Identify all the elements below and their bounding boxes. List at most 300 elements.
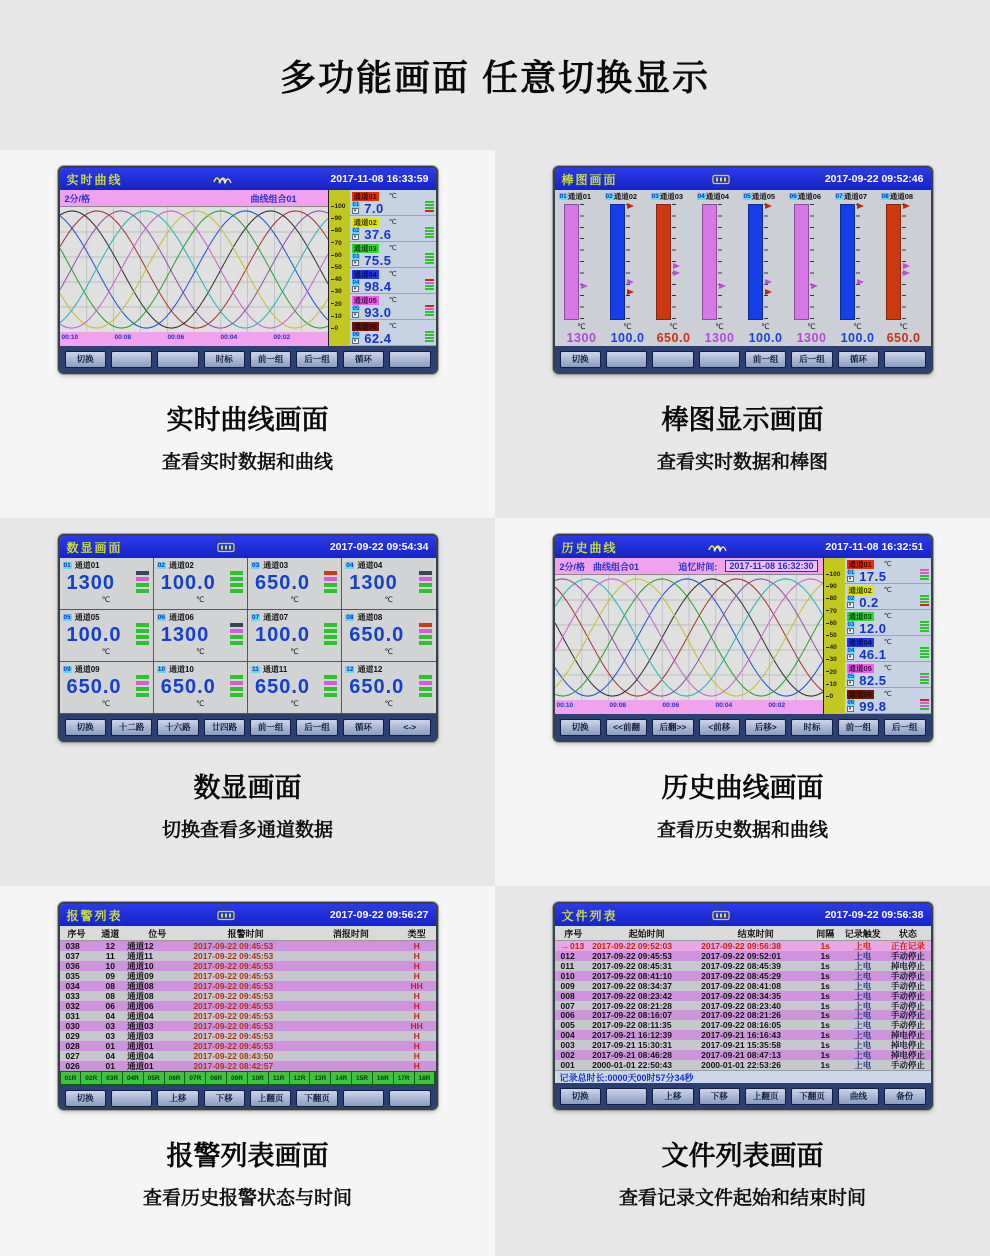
unit-label: ℃: [290, 647, 299, 656]
file-cell-end: 2017-09-22 08:21:26: [701, 1010, 781, 1021]
indicator-light: [136, 635, 149, 639]
alarm-cell: 06: [105, 1001, 115, 1011]
file-cell-trigger: 上电: [854, 941, 872, 951]
caption-title: 棒图显示画面: [661, 405, 824, 435]
indicator-light: [324, 577, 337, 581]
column-header: 序号: [564, 928, 583, 939]
caption-subtitle: 查看实时数据和棒图: [656, 452, 828, 473]
indicator-light: [920, 572, 929, 574]
softkey-button[interactable]: 切换: [65, 1090, 106, 1107]
softkey-button[interactable]: 时标: [791, 719, 832, 736]
bar-column: [697, 190, 743, 346]
relay-tag: 17R: [394, 1072, 414, 1084]
alarm-cell: 2017-09-22 09:45:53: [193, 1011, 274, 1021]
softkey-button[interactable]: 十六路: [157, 719, 198, 736]
alarm-cell: 031: [65, 1011, 80, 1021]
indicator-light: [425, 308, 434, 310]
softkey-button[interactable]: 后一组: [296, 719, 337, 736]
softkey-button[interactable]: 后一组: [884, 719, 925, 736]
bar-fill: [840, 204, 855, 320]
file-cell-status: 手动停止: [890, 1010, 925, 1021]
relay-tag: 13R: [310, 1072, 330, 1084]
channel-sidebar: [845, 558, 931, 714]
channel-name: 通道09: [74, 665, 100, 674]
softkey-button[interactable]: 上移: [157, 1090, 198, 1107]
indicator-light: [920, 604, 929, 606]
indicator-light: [230, 693, 243, 697]
channel-value: 650.0: [255, 572, 311, 594]
softkey-button[interactable]: 后移>: [745, 719, 786, 736]
channel-cell: [60, 610, 153, 661]
indicator-light: [136, 687, 149, 691]
indicator-light: [230, 681, 243, 685]
channel-number: 05: [847, 674, 855, 680]
file-cell-status: 手动停止: [890, 1060, 925, 1070]
indicator-light: [920, 682, 929, 684]
softkey-button[interactable]: 循环: [343, 351, 384, 368]
channel-value: 82.5: [859, 672, 887, 688]
softkey-button[interactable]: 下移: [699, 1088, 740, 1105]
indicator-light: [425, 236, 434, 238]
indicator-light: [230, 577, 243, 581]
alarm-indicator-lights: [920, 595, 929, 606]
file-cell-end: 2017-09-21 16:16:43: [701, 1030, 781, 1041]
file-cell-trigger: 上电: [854, 950, 872, 961]
channel-value: 1300: [566, 331, 597, 345]
softkey-button[interactable]: <->: [389, 719, 430, 736]
y-tick-label: 10: [826, 681, 837, 688]
alarm-indicator-lights: [425, 253, 434, 264]
channel-readout: [350, 294, 436, 320]
setpoint-marker: [857, 203, 864, 209]
file-cell-end: 2000-01-01 22:53:26: [701, 1060, 781, 1070]
relay-status-strip: [60, 1071, 436, 1085]
alarm-row: [60, 981, 436, 991]
y-tick-label: 80: [826, 595, 837, 602]
file-cell-interval: 1s: [820, 1030, 830, 1041]
indicator-light: [324, 681, 337, 685]
bar-fill: [886, 204, 901, 320]
file-cell-interval: 1s: [820, 1050, 830, 1061]
channel-name: 通道05: [751, 191, 776, 201]
setpoint-marker: [673, 270, 680, 276]
unit-label: ℃: [388, 219, 397, 226]
history-section: [495, 518, 990, 886]
indicator-light: [419, 635, 432, 639]
alarm-cell: 12: [105, 941, 115, 951]
channel-number: 12: [346, 666, 354, 673]
channel-checkbox[interactable]: ▾: [352, 260, 359, 266]
indicator-light: [419, 687, 432, 691]
channel-value: 12.0: [859, 620, 887, 636]
y-tick-label: 60: [331, 252, 342, 259]
unit-label: ℃: [883, 561, 892, 568]
file-cell-trigger: 上电: [854, 1020, 872, 1031]
channel-name: 通道05: [74, 613, 100, 622]
indicator-light: [230, 687, 243, 691]
file-cell-interval: 1s: [820, 950, 830, 961]
relay-tag: 16R: [373, 1072, 393, 1084]
channel-cell: [342, 662, 435, 713]
softkey-button[interactable]: 后一组: [296, 351, 337, 368]
indicator-light: [920, 679, 929, 681]
softkey-bar: [555, 714, 931, 740]
alarm-cell: 08: [105, 981, 115, 991]
softkey-button[interactable]: 循环: [343, 719, 384, 736]
indicator-light: [419, 681, 432, 685]
channel-name-chip: 通道01: [848, 559, 872, 569]
channel-value: 7.0: [364, 200, 384, 216]
indicator-light: [136, 629, 149, 633]
clock: 2017-09-22 09:56:27: [329, 909, 429, 921]
softkey-button[interactable]: <<前翻: [606, 719, 647, 736]
softkey-blank: [111, 1090, 152, 1107]
channel-number: 04: [847, 648, 855, 654]
relay-tag: 05R: [144, 1072, 164, 1084]
bar-graph-screen: [553, 166, 933, 374]
unit-label: ℃: [196, 647, 205, 656]
channel-number: 02: [352, 228, 360, 234]
x-tick-label: 00:06: [662, 702, 680, 709]
softkey-button[interactable]: 廿四路: [204, 719, 245, 736]
column-header: 报警时间: [227, 928, 264, 939]
unit-label: ℃: [290, 699, 299, 708]
alarm-cell: H: [413, 951, 420, 961]
unit-label: ℃: [388, 245, 397, 252]
caption-file: [619, 1134, 866, 1210]
x-tick-label: 00:08: [609, 702, 627, 709]
bar-area: [555, 190, 931, 346]
y-tick-label: 20: [331, 301, 342, 308]
softkey-button[interactable]: 备份: [884, 1088, 925, 1105]
alarm-row: [60, 991, 436, 1001]
indicator-light: [425, 331, 434, 333]
channel-value: 98.4: [364, 278, 392, 294]
y-tick-label: 0: [331, 325, 339, 332]
alarm-cell: 2017-09-22 09:45:53: [193, 1031, 274, 1041]
curve-main: [555, 558, 931, 714]
recall-label: 追忆时间:: [678, 561, 718, 572]
channel-name-chip: 通道03: [353, 243, 377, 253]
alarm-cell: H: [413, 961, 420, 971]
channel-number: 08: [346, 614, 354, 621]
softkey-button[interactable]: 上移: [652, 1088, 693, 1105]
digital-display-screen: [58, 534, 438, 742]
bar-scale-ticks: [580, 204, 584, 320]
alarm-cell: H: [413, 941, 420, 951]
file-cell-trigger: 上电: [854, 1040, 872, 1051]
bar-fill: [610, 204, 625, 320]
alarm-cell: 通道06: [127, 1001, 154, 1011]
x-tick-label: 00:08: [114, 334, 132, 341]
file-cell-seq: 006: [560, 1010, 575, 1021]
channel-name: 通道10: [168, 665, 194, 674]
file-cell-seq: 010: [560, 970, 575, 981]
curve-toolbar: [555, 558, 823, 574]
alarm-cell: 03: [105, 1031, 115, 1041]
y-tick-label: 100: [331, 203, 346, 210]
alarm-cell: 03: [105, 1021, 115, 1031]
channel-value: 1300: [796, 331, 827, 345]
y-tick-label: 50: [826, 632, 837, 639]
indicator-light: [324, 571, 337, 575]
file-cell-trigger: 上电: [854, 1010, 872, 1021]
indicator-light: [920, 575, 929, 577]
channel-name: 通道11: [262, 665, 288, 674]
indicator-light: [920, 630, 929, 632]
alarm-section: [0, 886, 495, 1256]
alarm-cell: 通道03: [127, 1031, 154, 1041]
channel-name: 通道04: [705, 191, 730, 201]
caption-bar: [657, 398, 828, 474]
file-cell-trigger: 上电: [854, 1050, 872, 1061]
alarm-cell: 2017-09-22 09:45:53: [193, 1041, 274, 1051]
channel-readout: [845, 584, 931, 610]
caption-title: 文件列表画面: [661, 1141, 824, 1171]
indicator-light: [920, 647, 929, 649]
file-cell-interval: 1s: [820, 1060, 830, 1070]
relay-tag: 02R: [81, 1072, 101, 1084]
indicator-light: [324, 635, 337, 639]
indicator-light: [230, 675, 243, 679]
indicator-light: [920, 702, 929, 704]
channel-checkbox[interactable]: ▾: [352, 286, 359, 292]
channel-name-chip: 通道06: [353, 321, 377, 331]
channel-name: 通道07: [263, 613, 289, 622]
indicator-light: [324, 623, 337, 627]
alarm-cell: 2017-09-22 08:42:57: [193, 1061, 274, 1071]
channel-readout: [845, 610, 931, 636]
softkey-blank: [343, 1090, 384, 1107]
digital-section: [0, 518, 495, 886]
y-tick-label: 60: [826, 620, 837, 627]
file-row: [555, 961, 931, 971]
channel-value: 100.0: [160, 572, 216, 594]
y-tick-label: 90: [331, 215, 342, 222]
x-tick-label: 00:04: [715, 702, 733, 709]
indicator-light: [920, 621, 929, 623]
alarm-cell: H: [413, 1031, 420, 1041]
bar-column: [881, 190, 927, 346]
softkey-blank: [389, 351, 430, 368]
channel-cell: [154, 662, 247, 713]
channel-checkbox[interactable]: ▾: [847, 680, 854, 686]
alarm-row: [60, 1011, 436, 1021]
channel-checkbox[interactable]: ▾: [847, 654, 854, 660]
file-cell-trigger: 上电: [854, 970, 872, 981]
alarm-cell: H: [413, 991, 420, 1001]
softkey-button[interactable]: 十二路: [111, 719, 152, 736]
unit-label: ℃: [388, 193, 397, 200]
channel-number: 05: [743, 192, 751, 200]
file-cell-start: 2017-09-22 08:41:10: [592, 970, 672, 981]
alarm-indicator-lights: [419, 675, 432, 697]
channel-name: 通道06: [797, 191, 822, 201]
file-cell-seq: 002: [560, 1050, 575, 1061]
record-duration: 记录总时长:0000天00时57分34秒: [555, 1070, 931, 1083]
alarm-cell: 通道01: [127, 1041, 154, 1051]
interval-label: 2分/格: [559, 561, 586, 572]
file-cell-end: 2017-09-21 08:47:13: [701, 1050, 781, 1061]
setpoint-marker: [857, 279, 864, 285]
softkey-button[interactable]: 切换: [65, 351, 106, 368]
file-cell-interval: 1s: [820, 1000, 830, 1011]
indicator-light: [419, 571, 432, 575]
file-row: [555, 1010, 931, 1020]
unit-label: ℃: [577, 322, 586, 331]
channel-name: 通道01: [567, 191, 592, 201]
softkey-button[interactable]: 下移: [204, 1090, 245, 1107]
indicator-light: [136, 583, 149, 587]
channel-cell: [154, 558, 247, 609]
curve-chart: [60, 206, 328, 332]
softkey-button[interactable]: 后一组: [791, 351, 832, 368]
softkey-button[interactable]: 时标: [204, 351, 245, 368]
indicator-light: [136, 693, 149, 697]
file-cell-seq: 008: [560, 990, 575, 1001]
indicator-light: [136, 641, 149, 645]
channel-number: 04: [697, 192, 705, 200]
channel-number: 06: [352, 332, 360, 338]
y-tick-label: 10: [331, 313, 342, 320]
indicator-light: [419, 693, 432, 697]
y-tick-label: 30: [826, 656, 837, 663]
channel-checkbox[interactable]: ▾: [847, 706, 854, 712]
relay-tag: 03R: [102, 1072, 122, 1084]
indicator-light: [324, 589, 337, 593]
channel-number: 07: [252, 614, 260, 621]
caption-history: [657, 766, 828, 842]
channel-number: 01: [63, 562, 71, 569]
file-row: [555, 971, 931, 981]
unit-label: ℃: [883, 639, 892, 646]
caption-realtime: [162, 398, 333, 474]
row-2: [0, 518, 990, 886]
softkey-button[interactable]: 前一组: [250, 719, 291, 736]
alarm-list-screen: [58, 902, 438, 1110]
indicator-light: [425, 233, 434, 235]
channel-number: 03: [651, 192, 659, 200]
alarm-cell: 032: [65, 1001, 80, 1011]
file-cell-status: 掉电停止: [890, 960, 925, 971]
softkey-button[interactable]: 下翻页: [791, 1088, 832, 1105]
channel-checkbox[interactable]: ▾: [352, 208, 359, 214]
softkey-button[interactable]: 前一组: [838, 719, 879, 736]
softkey-button[interactable]: <前移: [699, 719, 740, 736]
file-cell-trigger: 上电: [854, 1000, 872, 1011]
file-cell-status: 手动停止: [890, 1000, 925, 1011]
file-cell-interval: 1s: [820, 1040, 830, 1051]
caption-alarm: [143, 1134, 352, 1210]
softkey-button[interactable]: 切换: [560, 351, 601, 368]
file-cell-interval: 1s: [820, 960, 830, 971]
setpoint-marker: [765, 279, 772, 285]
indicator-light: [324, 675, 337, 679]
softkey-button[interactable]: 前一组: [250, 351, 291, 368]
alarm-cell: HH: [410, 981, 423, 991]
indicator-light: [324, 641, 337, 645]
channel-value: 46.1: [859, 646, 887, 662]
channel-cell: [342, 558, 435, 609]
softkey-button[interactable]: 前一组: [745, 351, 786, 368]
alarm-row: [60, 961, 436, 971]
file-row: [555, 1050, 931, 1060]
softkey-button[interactable]: 切换: [560, 1088, 601, 1105]
channel-number: 05: [63, 614, 71, 621]
channel-checkbox[interactable]: ▾: [352, 338, 359, 344]
alarm-cell: HH: [410, 1021, 423, 1031]
channel-checkbox[interactable]: ▾: [352, 312, 359, 318]
softkey-button[interactable]: 切换: [560, 719, 601, 736]
file-row: [555, 951, 931, 961]
channel-value: 1300: [704, 331, 735, 345]
bar-column: [743, 190, 789, 346]
alarm-indicator-lights: [425, 227, 434, 238]
channel-value: 75.5: [364, 252, 392, 268]
indicator-light: [136, 577, 149, 581]
channel-checkbox[interactable]: ▾: [847, 576, 854, 582]
channel-number: 02: [847, 596, 855, 602]
softkey-button[interactable]: 曲线: [838, 1088, 879, 1105]
alarm-row: [60, 1041, 436, 1051]
row-3: [0, 886, 990, 1256]
alarm-cell: 2017-09-22 09:45:53: [193, 941, 274, 951]
alarm-row: [60, 951, 436, 961]
alarm-row: [60, 941, 436, 951]
indicator-light: [425, 227, 434, 229]
channel-number: 07: [835, 192, 843, 200]
channel-checkbox[interactable]: ▾: [352, 234, 359, 240]
file-cell-trigger: 上电: [854, 960, 872, 971]
alarm-cell: 2017-09-22 09:45:53: [193, 1001, 274, 1011]
softkey-button[interactable]: 切换: [65, 719, 106, 736]
indicator-light: [920, 676, 929, 678]
indicator-light: [425, 230, 434, 232]
alarm-cell: 029: [65, 1031, 80, 1041]
indicator-light: [920, 569, 929, 571]
x-tick-label: 00:10: [61, 334, 79, 341]
channel-checkbox[interactable]: ▾: [847, 602, 854, 608]
channel-name: 通道12: [357, 665, 383, 674]
softkey-button[interactable]: 循环: [838, 351, 879, 368]
indicator-light: [425, 314, 434, 316]
file-cell-start: 2017-09-21 15:30:31: [592, 1040, 672, 1051]
file-row: [555, 1040, 931, 1050]
channel-name-chip: 通道05: [848, 663, 872, 673]
softkey-button[interactable]: 后翻>>: [652, 719, 693, 736]
softkey-button[interactable]: 下翻页: [296, 1090, 337, 1107]
y-tick-label: 20: [826, 669, 837, 676]
group-label: 曲线组合01: [250, 193, 297, 204]
file-cell-start: 2017-09-22 08:16:07: [592, 1010, 672, 1021]
caption-subtitle: 查看历史数据和曲线: [656, 820, 828, 841]
x-tick-label: 00:06: [167, 334, 185, 341]
channel-number: 05: [352, 306, 360, 312]
alarm-row: [60, 1021, 436, 1031]
channel-number: 06: [157, 614, 165, 621]
alarm-cell: 10: [105, 961, 115, 971]
indicator-light: [425, 253, 434, 255]
wave-logo: [212, 173, 240, 185]
softkey-button[interactable]: 上翻页: [745, 1088, 786, 1105]
relay-tag: 09R: [227, 1072, 247, 1084]
titlebar: [555, 536, 931, 558]
relay-tag: 07R: [185, 1072, 205, 1084]
softkey-button[interactable]: 上翻页: [250, 1090, 291, 1107]
column-header: 结束时间: [737, 928, 774, 939]
unit-label: ℃: [883, 587, 892, 594]
channel-checkbox[interactable]: ▾: [847, 628, 854, 634]
